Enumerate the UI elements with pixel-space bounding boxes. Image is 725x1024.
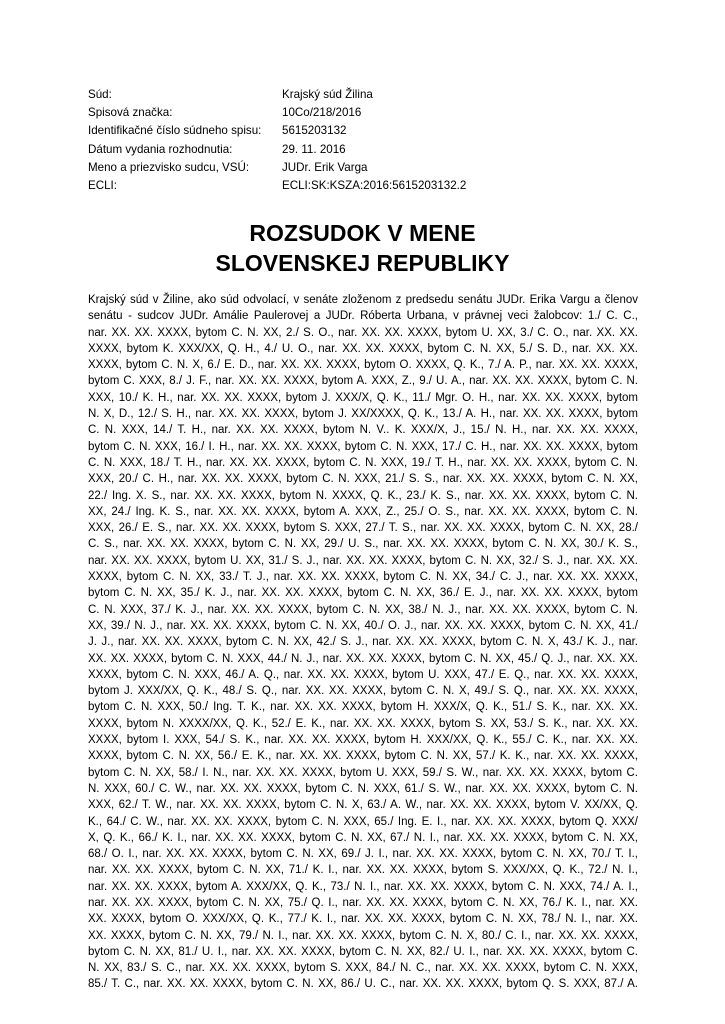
body-line: senátu - sudcov JUDr. Amálie Paulerovej a JUDr. Róberta Urbana, v právnej veci žalobcov: 1./ C. C.,	[88, 310, 638, 323]
body-line: XX. XXXX, bytom C. N. XX, 79./ N. I., nar. XX. XX. XXXX, bytom C. N. X, 80./ C. I., nar. XX. XX. XXXX,	[88, 929, 638, 942]
body-line: 85./ T. C., nar. XX. XX. XXXX, bytom C. N. XX, 86./ U. C., nar. XX. XX. XXXX, bytom Q. S. XXX, 87./ A.	[88, 978, 638, 991]
body-line: C. N. XXX, 14./ T. H., nar. XX. XX. XXXX, bytom N. V.. K. XXX/X, J., 15./ N. H., nar. XX. XX. XXXX,	[88, 424, 638, 437]
body-line: 68./ O. I., nar. XX. XX. XXXX, bytom C. N. XX, 69./ J. I., nar. XX. XX. XXXX, bytom C. N. XX, 70./ T. I.,	[88, 848, 638, 861]
body-line: nar. XX. XX. XXXX, bytom A. XXX/XX, Q. K., 73./ N. I., nar. XX. XX. XXXX, bytom C. N. XXX, 74./ A. I.,	[88, 880, 638, 893]
body-line: X, Q. K., 66./ K. I., nar. XX. XX. XXXX, bytom C. N. XX, 67./ N. I., nar. XX. XX. XXXX, bytom C. N. XX,	[88, 831, 638, 844]
body-line: bytom C. N. XX, 81./ U. I., nar. XX. XX. XXXX, bytom C. N. XX, 82./ U. I., nar. XX. XX. XXXX, bytom C.	[88, 945, 638, 958]
body-line: XX, 24./ Ing. K. S., nar. XX. XX. XXXX, bytom A. XXX, Z., 25./ O. S., nar. XX. XX. XXXX, bytom C. N.	[88, 505, 638, 518]
body-line: bytom C. N. XXX, 16./ I. H., nar. XX. XX. XXXX, bytom C. N. XXX, 17./ C. H., nar. XX. XX. XXXX, bytom	[88, 440, 638, 453]
meta-label: Spisová značka:	[88, 106, 173, 120]
body-line: nar. XX. XX. XXXX, bytom C. N. XX, 75./ Q. I., nar. XX. XX. XXXX, bytom C. N. XX, 76./ K. I., nar. XX.	[88, 896, 638, 909]
title-line-1: ROZSUDOK V MENE	[249, 220, 476, 246]
body-line: Krajský súd v Žiline, ako súd odvolací, v senáte zloženom z predsedu senátu JUDr. Erika Vargu a členov	[88, 294, 638, 306]
meta-label: Meno a priezvisko sudcu, VSÚ:	[88, 160, 250, 174]
case-metadata	[88, 86, 466, 195]
body-line: XXX, 10./ K. H., nar. XX. XX. XXXX, bytom J. XXX/X, Q. K., 11./ Mgr. O. H., nar. XX. XX. XXXX, bytom	[88, 391, 638, 404]
body-line: bytom C. N. XXX, 50./ Ing. T. K., nar. XX. XX. XXXX, bytom H. XXX/X, Q. K., 51./ S. K., nar. XX. XX.	[88, 701, 638, 714]
meta-row	[88, 177, 466, 195]
body-line: XXXX, bytom I. XXX, 54./ S. K., nar. XX. XX. XXXX, bytom H. XXX/XX, Q. K., 55./ C. K., nar. XX. XX.	[88, 734, 638, 747]
body-line: XXXX, bytom C. N. X, 6./ E. D., nar. XX. XX. XXXX, bytom O. XXXX, Q. K., 7./ A. P., nar. XX. XX. XXXX,	[88, 359, 638, 372]
body-line: bytom J. XXX/XX, Q. K., 48./ S. Q., nar. XX. XX. XXXX, bytom C. N. X, 49./ S. Q., nar. XX. XX. XXXX,	[88, 685, 638, 698]
body-line: N. XXX, 60./ C. W., nar. XX. XX. XXXX, bytom C. N. XXX, 61./ S. W., nar. XX. XX. XXXX, bytom C. N.	[88, 782, 638, 795]
body-line: XX. XX. XXXX, bytom C. N. XXX, 44./ N. J., nar. XX. XX. XXXX, bytom C. N. XX, 45./ Q. J., nar. XX. XX.	[88, 652, 638, 665]
body-line: XXXX, bytom C. N. XX, 33./ T. J., nar. XX. XX. XXXX, bytom C. N. XX, 34./ C. J., nar. XX. XX. XXXX,	[88, 571, 638, 584]
body-line: bytom C. N. XX, 58./ I. N., nar. XX. XX. XXXX, bytom U. XXX, 59./ S. W., nar. XX. XX. XXXX, bytom C.	[88, 766, 638, 779]
meta-value: Krajský súd Žilina	[282, 88, 373, 101]
body-line: K., 64./ C. W., nar. XX. XX. XXXX, bytom C. N. XXX, 65./ Ing. E. I., nar. XX. XX. XXXX, bytom Q. XXX/	[88, 815, 638, 828]
body-line: nar. XX. XX. XXXX, bytom C. N. XX, 71./ K. I., nar. XX. XX. XXXX, bytom S. XXX/XX, Q. K., 72./ N. I.,	[88, 864, 638, 877]
body-line: C. N. XXX, 18./ T. H., nar. XX. XX. XXXX, bytom C. N. XXX, 19./ T. H., nar. XX. XX. XXXX, bytom C. N.	[88, 456, 638, 469]
body-line: nar. XX. XX. XXXX, bytom U. XX, 31./ S. J., nar. XX. XX. XXXX, bytom C. N. XX, 32./ S. J., nar. XX. XX.	[88, 554, 638, 567]
meta-row	[88, 122, 466, 140]
meta-row	[88, 141, 466, 159]
body-line: XXX, 62./ T. W., nar. XX. XX. XXXX, bytom C. N. X, 63./ A. W., nar. XX. XX. XXXX, bytom V. XX/XX, Q.	[88, 799, 638, 812]
judgment-title	[0, 218, 725, 278]
meta-value: 5615203132	[282, 124, 347, 138]
body-line: XXXX, bytom N. XXXX/XX, Q. K., 52./ E. K., nar. XX. XX. XXXX, bytom S. XX, 53./ S. K., nar. XX. XX.	[88, 717, 638, 730]
judgment-body	[88, 292, 638, 993]
body-line: C. N. XXX, 37./ K. J., nar. XX. XX. XXXX, bytom C. N. XX, 38./ N. J., nar. XX. XX. XXXX, bytom C. N.	[88, 603, 638, 616]
meta-label: Identifikačné číslo súdneho spisu:	[88, 124, 262, 138]
meta-value: ECLI:SK:KSZA:2016:5615203132.2	[282, 179, 467, 193]
body-line: nar. XX. XX. XXXX, bytom C. N. XX, 2./ S. O., nar. XX. XX. XXXX, bytom U. XX, 3./ C. O., nar. XX. XX.	[88, 326, 638, 339]
body-line: XXX, 20./ C. H., nar. XX. XX. XXXX, bytom C. N. XXX, 21./ S. S., nar. XX. XX. XXXX, bytom C. N. XX,	[88, 473, 638, 486]
meta-row	[88, 104, 466, 122]
meta-value: 29. 11. 2016	[282, 142, 346, 156]
meta-row	[88, 159, 466, 177]
meta-label: ECLI:	[88, 179, 117, 193]
body-line: bytom C. XXX, 8./ J. F., nar. XX. XX. XXXX, bytom A. XXX, Z., 9./ U. A., nar. XX. XX. XXXX, bytom C. N.	[88, 375, 638, 388]
body-line: 22./ Ing. X. S., nar. XX. XX. XXXX, bytom N. XXXX, Q. K., 23./ K. S., nar. XX. XX. XXXX, bytom C. N.	[88, 489, 638, 502]
body-line: XXXX, bytom C. N. XXX, 46./ A. Q., nar. XX. XX. XXXX, bytom U. XXX, 47./ E. Q., nar. XX. XX. XXXX,	[88, 668, 638, 681]
title-line-2: SLOVENSKEJ REPUBLIKY	[215, 250, 510, 276]
meta-value: 10Co/218/2016	[282, 106, 362, 120]
body-line: N. X, D., 12./ S. H., nar. XX. XX. XXXX, bytom J. XX/XXXX, Q. K., 13./ A. H., nar. XX. XX. XXXX, bytom	[88, 408, 638, 421]
body-line: XX. XXXX, bytom O. XXX/XX, Q. K., 77./ K. I., nar. XX. XX. XXXX, bytom C. N. XX, 78./ N. I., nar. XX.	[88, 913, 638, 926]
body-line: XXX, 26./ E. S., nar. XX. XX. XXXX, bytom S. XXX, 27./ T. S., nar. XX. XX. XXXX, bytom C. N. XX, 28./	[88, 522, 638, 535]
body-line: bytom C. N. XX, 35./ K. J., nar. XX. XX. XXXX, bytom C. N. XX, 36./ E. J., nar. XX. XX. XXXX, bytom	[88, 587, 638, 600]
body-line: N. XX, 83./ S. C., nar. XX. XX. XXXX, bytom S. XXX, 84./ N. C., nar. XX. XX. XXXX, bytom C. N. XXX,	[88, 962, 638, 975]
body-line: C. S., nar. XX. XX. XXXX, bytom C. N. XX, 29./ U. S., nar. XX. XX. XXXX, bytom C. N. XX, 30./ K. S.,	[88, 538, 638, 551]
body-line: XXXX, bytom C. N. XX, 56./ E. K., nar. XX. XX. XXXX, bytom C. N. XX, 57./ K. K., nar. XX. XX. XXXX,	[88, 750, 638, 763]
body-line: XX, 39./ N. J., nar. XX. XX. XXXX, bytom C. N. XX, 40./ O. J., nar. XX. XX. XXXX, bytom C. N. XX, 41./	[88, 619, 638, 632]
body-line: XXXX, bytom K. XXX/XX, Q. H., 4./ U. O., nar. XX. XX. XXXX, bytom C. N. XX, 5./ S. D., nar. XX. XX.	[88, 342, 638, 355]
meta-value: JUDr. Erik Varga	[282, 160, 368, 174]
meta-row	[88, 86, 466, 104]
meta-label: Súd:	[88, 88, 112, 101]
body-line: J. J., nar. XX. XX. XXXX, bytom C. N. XX, 42./ S. J., nar. XX. XX. XXXX, bytom C. N. X, 43./ K. J., nar.	[88, 636, 638, 649]
meta-label: Dátum vydania rozhodnutia:	[88, 142, 233, 156]
